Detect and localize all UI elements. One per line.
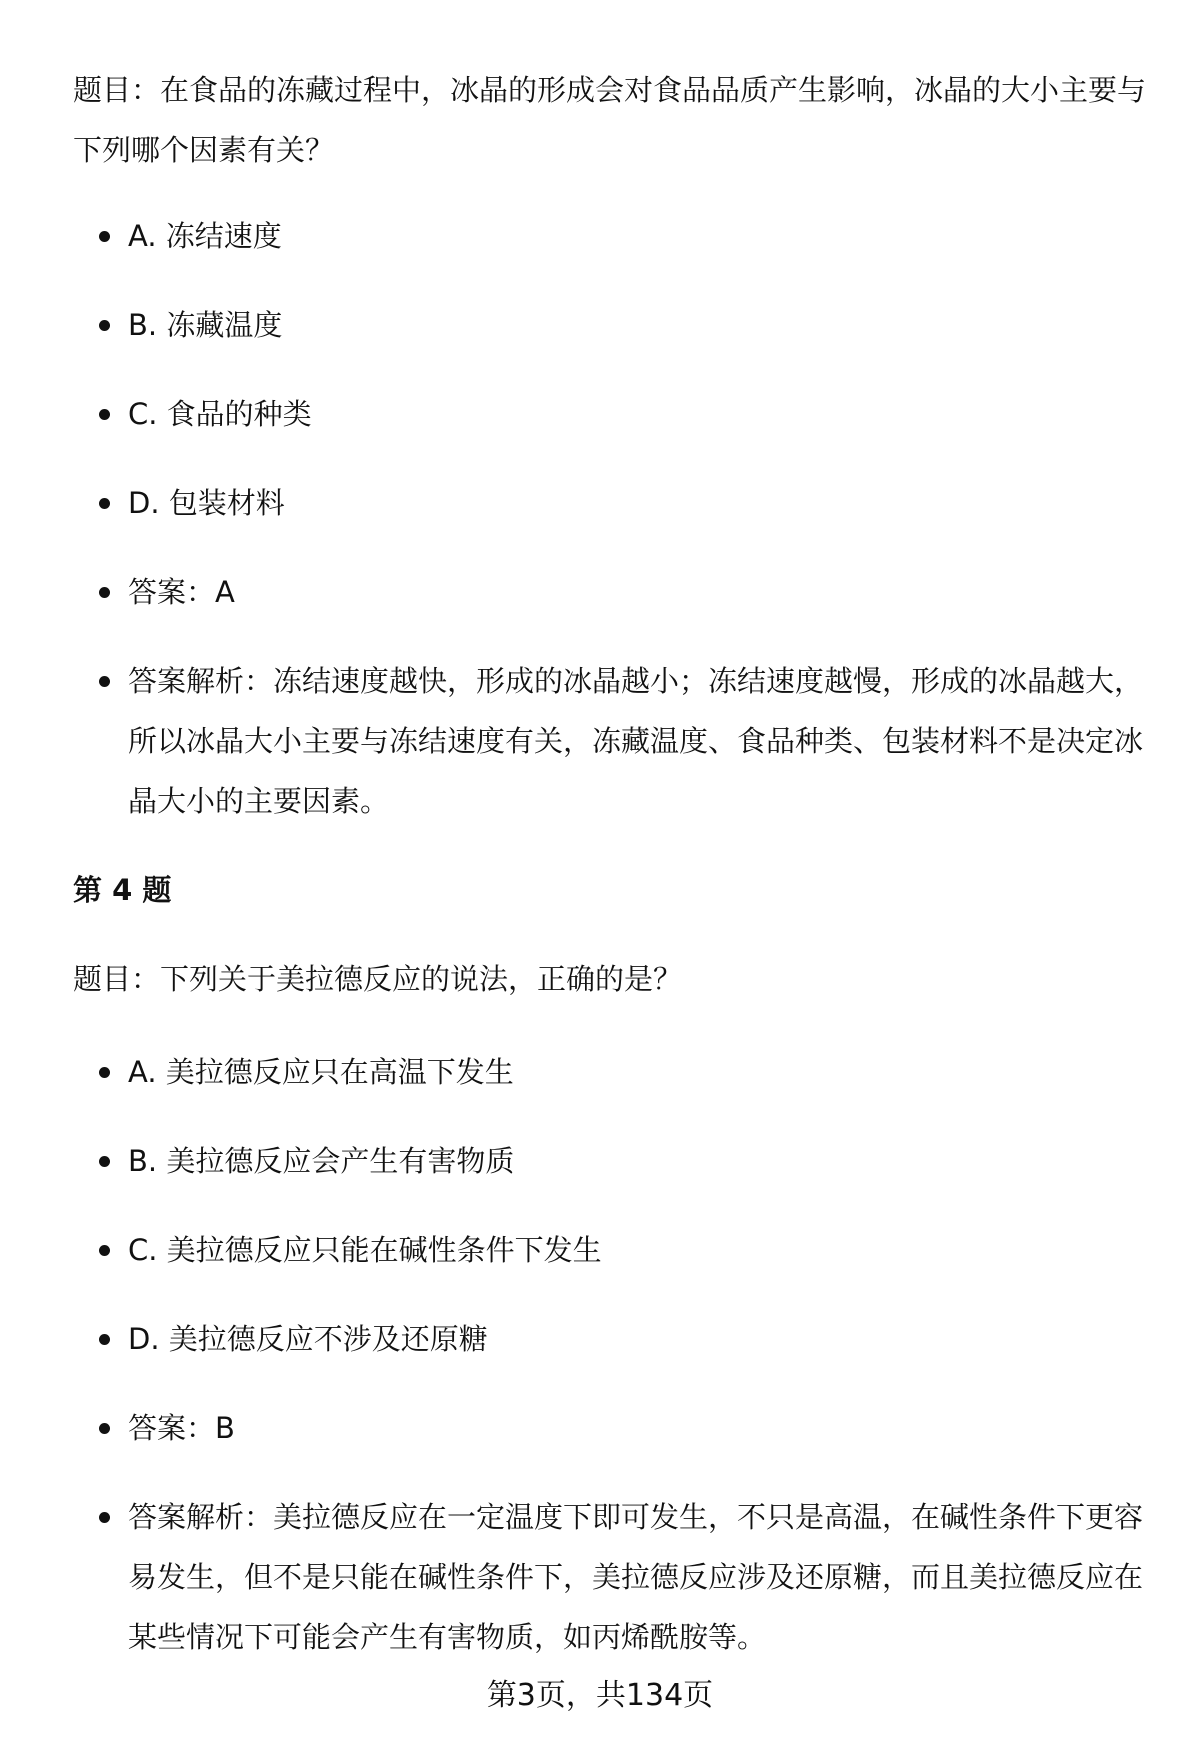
- bullet-icon: [99, 231, 110, 242]
- question-text: 题目：下列关于美拉德反应的说法，正确的是？: [73, 962, 683, 996]
- bullet-icon: [99, 1423, 110, 1434]
- page-number: 第3页，共134页: [486, 1678, 714, 1713]
- question-text: 题目：在食品的冻藏过程中，冰晶的形成会对食品品质产生影响，冰晶的大小主要与下列哪个因素有关？: [73, 73, 1147, 167]
- option-a: A. 冻结速度: [128, 219, 282, 253]
- answer-analysis: 答案解析：冻结速度越快，形成的冰晶越小；冻结速度越慢，形成的冰晶越大，所以冰晶大小主要与冻结速度有关，冻藏温度、食品种类、包装材料不是决定冰晶大小的主要因素。: [128, 664, 1144, 818]
- answer-text: 答案：B: [128, 1411, 235, 1445]
- bullet-icon: [99, 587, 110, 598]
- bullet-icon: [99, 1245, 110, 1256]
- bullet-icon: [99, 1156, 110, 1167]
- bullet-icon: [99, 409, 110, 420]
- answer-analysis: 答案解析：美拉德反应在一定温度下即可发生，不只是高温，在碱性条件下更容易发生，但不是只能在碱性条件下，美拉德反应涉及还原糖，而且美拉德反应在某些情况下可能会产生有害物质，如丙烯酰胺等。: [128, 1500, 1144, 1654]
- option-d: D. 美拉德反应不涉及还原糖: [128, 1322, 488, 1356]
- option-d: D. 包装材料: [128, 486, 285, 520]
- bullet-icon: [99, 1334, 110, 1345]
- bullet-icon: [99, 498, 110, 509]
- question-heading: 第 4 题: [73, 873, 172, 907]
- option-b: B. 美拉德反应会产生有害物质: [128, 1144, 515, 1178]
- bullet-icon: [99, 1512, 110, 1523]
- option-a: A. 美拉德反应只在高温下发生: [128, 1055, 514, 1089]
- option-c: C. 美拉德反应只能在碱性条件下发生: [128, 1233, 602, 1267]
- bullet-icon: [99, 1067, 110, 1078]
- option-c: C. 食品的种类: [128, 397, 312, 431]
- bullet-icon: [99, 676, 110, 687]
- option-b: B. 冻藏温度: [128, 308, 283, 342]
- bullet-icon: [99, 320, 110, 331]
- answer-text: 答案：A: [128, 575, 235, 609]
